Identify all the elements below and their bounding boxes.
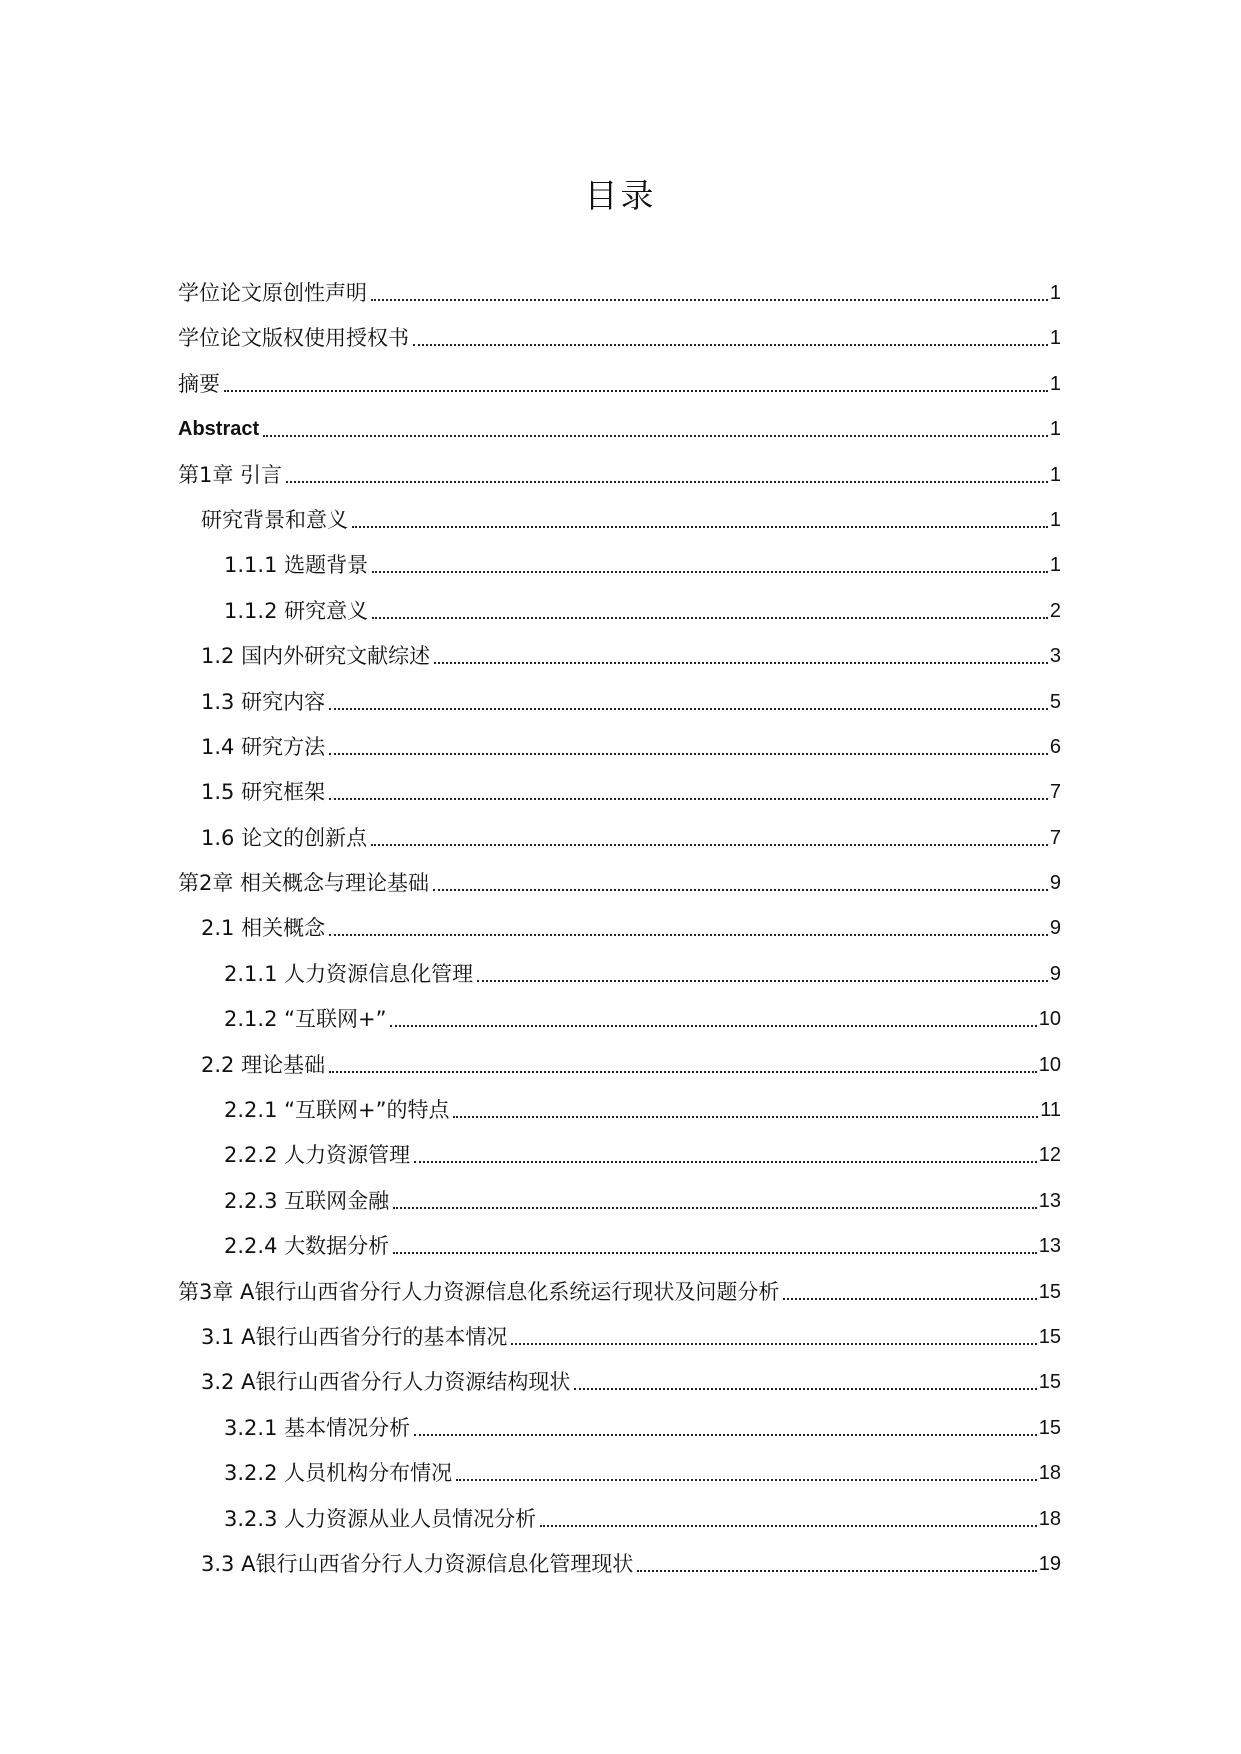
toc-entry-label: 1.1.2 研究意义 <box>224 598 369 623</box>
toc-entry-page-number: 2 <box>1049 599 1061 622</box>
toc-entry-row <box>178 459 1061 489</box>
toc-entry-label: 第2章 相关概念与理论基础 <box>178 871 430 896</box>
toc-entry-page-number: 1 <box>1049 282 1061 304</box>
toc-entry[interactable] <box>178 1087 1061 1132</box>
toc-entry-row <box>178 322 1061 352</box>
dot-leader <box>477 980 1048 982</box>
dot-leader <box>329 798 1048 800</box>
toc-entry-row <box>224 595 1061 625</box>
dot-leader <box>574 1388 1036 1390</box>
toc-entry-row <box>201 686 1061 716</box>
toc-entry-row <box>178 867 1061 897</box>
toc-entry[interactable] <box>178 1314 1061 1359</box>
toc-entry[interactable] <box>178 1541 1061 1586</box>
toc-entry[interactable] <box>178 1496 1061 1541</box>
toc-entry-label: 摘要 <box>178 371 220 396</box>
dot-leader <box>434 662 1048 664</box>
toc-entry-row <box>201 776 1061 806</box>
toc-entry[interactable] <box>178 1132 1061 1177</box>
toc-entry-row <box>224 1094 1061 1124</box>
toc-entry-row <box>201 1049 1061 1079</box>
toc-entry-row <box>224 1003 1061 1033</box>
toc-entry-label: 1.2 国内外研究文献综述 <box>201 644 431 669</box>
toc-entry[interactable] <box>178 588 1061 633</box>
toc-entry[interactable] <box>178 951 1061 996</box>
dot-leader <box>393 1207 1037 1209</box>
toc-entry-page-number: 3 <box>1049 645 1061 668</box>
toc-entry[interactable] <box>178 270 1061 315</box>
dot-leader <box>783 1298 1036 1300</box>
toc-entry-row <box>224 1139 1061 1169</box>
toc-entry-row <box>178 413 1061 443</box>
toc-entry[interactable] <box>178 1178 1061 1223</box>
toc-entry[interactable] <box>178 542 1061 587</box>
dot-leader <box>371 299 1048 301</box>
toc-entry-page-number: 13 <box>1038 1189 1061 1212</box>
toc-entry-row <box>224 549 1061 579</box>
toc-entry-row <box>224 1230 1061 1260</box>
dot-leader <box>329 708 1048 710</box>
toc-entry-row <box>224 1503 1061 1533</box>
toc-entry[interactable] <box>178 905 1061 950</box>
toc-entry[interactable] <box>178 724 1061 769</box>
dot-leader <box>456 1479 1037 1481</box>
toc-entry-page-number: 1 <box>1049 327 1061 350</box>
toc-entry-page-number: 9 <box>1049 872 1061 895</box>
toc-entry-page-number: 6 <box>1049 735 1061 758</box>
toc-entry-label: 2.2.1 “互联网+”的特点 <box>224 1098 450 1123</box>
toc-entry-label: 2.2.3 互联网金融 <box>224 1188 390 1213</box>
toc-entry[interactable] <box>178 1359 1061 1404</box>
dot-leader <box>372 571 1048 573</box>
toc-entry-row <box>201 822 1061 852</box>
toc-entry-page-number: 15 <box>1038 1280 1061 1303</box>
toc-entry[interactable] <box>178 1405 1061 1450</box>
toc-entry-row <box>201 731 1061 761</box>
dot-leader <box>352 526 1048 528</box>
toc-entry-label: Abstract <box>178 418 260 441</box>
toc-entry-page-number: 7 <box>1049 781 1061 804</box>
toc-entry-label: 第1章 引言 <box>178 462 283 487</box>
toc-entry-label: 2.1.1 人力资源信息化管理 <box>224 961 474 986</box>
dot-leader <box>329 934 1048 936</box>
toc-entry-label: 研究背景和意义 <box>201 507 348 532</box>
toc-entry-page-number: 10 <box>1038 1008 1061 1031</box>
toc-entry-page-number: 7 <box>1049 826 1061 849</box>
toc-entry-row <box>201 640 1061 670</box>
toc-entry-page-number: 1 <box>1049 554 1061 577</box>
dot-leader <box>414 1434 1037 1436</box>
dot-leader <box>637 1570 1036 1572</box>
toc-entry-row <box>224 1185 1061 1215</box>
toc-entry-label: 3.2.2 人员机构分布情况 <box>224 1461 453 1486</box>
toc-entry[interactable] <box>178 361 1061 406</box>
page-title: 目录 <box>584 176 657 215</box>
toc-entry-label: 学位论文版权使用授权书 <box>178 326 409 351</box>
toc-entry[interactable] <box>178 1450 1061 1495</box>
toc-entry-page-number: 13 <box>1038 1235 1061 1258</box>
toc-entry-page-number: 1 <box>1049 418 1061 441</box>
toc-entry[interactable] <box>178 860 1061 905</box>
toc-entry-page-number: 12 <box>1038 1144 1061 1167</box>
toc-entry-row <box>178 1276 1061 1306</box>
dot-leader <box>224 390 1048 392</box>
dot-leader <box>413 344 1048 346</box>
dot-leader <box>371 844 1048 846</box>
toc-entry-label: 3.2.1 基本情况分析 <box>224 1415 411 1440</box>
toc-entry[interactable] <box>178 996 1061 1041</box>
toc-entry-page-number: 1 <box>1049 372 1061 395</box>
toc-entry-row <box>178 368 1061 398</box>
dot-leader <box>393 1252 1037 1254</box>
toc-entry-page-number: 9 <box>1049 962 1061 985</box>
toc-entry[interactable] <box>178 452 1061 497</box>
toc-entry-page-number: 9 <box>1049 917 1061 940</box>
toc-entry-row <box>201 1366 1061 1396</box>
toc-entry-label: 学位论文原创性声明 <box>178 281 367 305</box>
dot-leader <box>329 753 1048 755</box>
toc-entry[interactable] <box>178 679 1061 724</box>
dot-leader <box>414 1161 1037 1163</box>
toc-entry-label: 1.1.1 选题背景 <box>224 553 369 578</box>
dot-leader <box>453 1116 1038 1118</box>
toc-entry-label: 2.2 理论基础 <box>201 1052 326 1077</box>
dot-leader <box>511 1343 1036 1345</box>
toc-entry-page-number: 1 <box>1049 508 1061 531</box>
toc-entry-label: 1.3 研究内容 <box>201 689 326 714</box>
toc-entry-page-number: 19 <box>1038 1552 1061 1575</box>
toc-entry[interactable] <box>178 497 1061 542</box>
toc-entry[interactable] <box>178 1269 1061 1314</box>
toc-entry-label: 第3章 A银行山西省分行人力资源信息化系统运行现状及问题分析 <box>178 1279 780 1304</box>
dot-leader <box>372 617 1048 619</box>
toc-entry[interactable] <box>178 769 1061 814</box>
dot-leader <box>329 1071 1037 1073</box>
toc-entry[interactable] <box>178 1223 1061 1268</box>
dot-leader <box>433 889 1048 891</box>
toc-entry-label: 1.6 论文的创新点 <box>201 825 368 850</box>
table-of-contents <box>178 270 1061 1586</box>
toc-entry-row <box>224 958 1061 988</box>
toc-entry-page-number: 15 <box>1038 1416 1061 1439</box>
toc-entry[interactable] <box>178 406 1061 451</box>
toc-entry-label: 2.2.2 人力资源管理 <box>224 1143 411 1168</box>
toc-entry-page-number: 18 <box>1038 1507 1061 1530</box>
toc-entry-page-number: 10 <box>1038 1053 1061 1076</box>
toc-entry-row <box>201 504 1061 534</box>
toc-entry-label: 3.2.3 人力资源从业人员情况分析 <box>224 1506 537 1531</box>
toc-entry[interactable] <box>178 815 1061 860</box>
toc-entry-page-number: 5 <box>1049 690 1061 713</box>
toc-entry-row <box>201 912 1061 942</box>
toc-entry-row <box>224 1457 1061 1487</box>
toc-entry-label: 2.2.4 大数据分析 <box>224 1234 390 1259</box>
toc-entry-label: 1.5 研究框架 <box>201 780 326 805</box>
toc-entry-page-number: 15 <box>1038 1371 1061 1394</box>
toc-entry-label: 3.1 A银行山西省分行的基本情况 <box>201 1324 508 1349</box>
toc-entry[interactable] <box>178 315 1061 360</box>
toc-entry-page-number: 11 <box>1040 1099 1061 1122</box>
dot-leader <box>390 1025 1036 1027</box>
dot-leader <box>540 1525 1037 1527</box>
toc-entry-label: 1.4 研究方法 <box>201 734 326 759</box>
toc-entry[interactable] <box>178 633 1061 678</box>
toc-entry-row <box>178 277 1061 307</box>
toc-entry-label: 3.3 A银行山西省分行人力资源信息化管理现状 <box>201 1551 634 1576</box>
toc-entry-row <box>201 1321 1061 1351</box>
toc-entry-row <box>224 1412 1061 1442</box>
toc-entry-label: 2.1 相关概念 <box>201 916 326 941</box>
toc-entry[interactable] <box>178 1042 1061 1087</box>
toc-entry-label: 2.1.2 “互联网+” <box>224 1007 387 1032</box>
toc-entry-page-number: 1 <box>1049 463 1061 486</box>
dot-leader <box>263 435 1048 437</box>
dot-leader <box>286 481 1048 483</box>
toc-entry-row <box>201 1548 1061 1578</box>
toc-entry-page-number: 18 <box>1038 1462 1061 1485</box>
toc-entry-label: 3.2 A银行山西省分行人力资源结构现状 <box>201 1370 571 1395</box>
toc-entry-page-number: 15 <box>1038 1325 1061 1348</box>
